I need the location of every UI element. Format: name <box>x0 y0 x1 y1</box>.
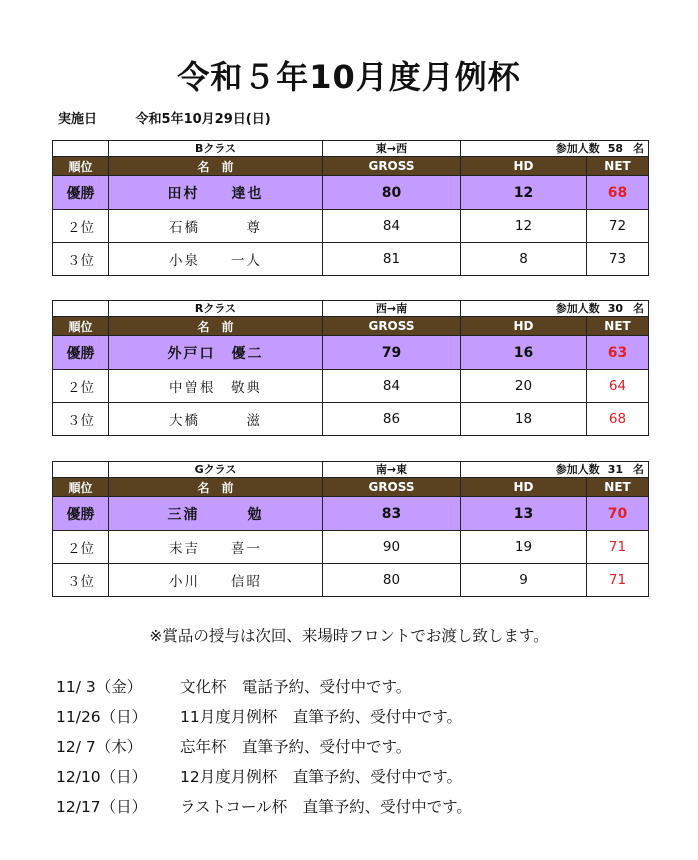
table-header-row <box>53 478 649 497</box>
date-value: 令和5年10月29日(日) <box>135 112 271 127</box>
course-direction: 東→西 <box>323 141 461 157</box>
cell-rank: ２位 <box>53 370 109 403</box>
cell-rank: ２位 <box>53 531 109 564</box>
cell-rank: ３位 <box>53 243 109 276</box>
cell-name: 三浦 勉 <box>109 497 323 531</box>
cell-name: 大橋 滋 <box>109 403 323 436</box>
header-rank: 順位 <box>53 317 109 336</box>
cell-gross: 84 <box>323 370 461 403</box>
cell-name: 小川 信昭 <box>109 564 323 597</box>
cell-net: 68 <box>587 176 649 210</box>
header-name: 名 前 <box>109 157 323 176</box>
cell-gross: 81 <box>323 243 461 276</box>
cell-gross: 86 <box>323 403 461 436</box>
schedule-text: 11月度月例杯 直筆予約、受付中です。 <box>180 708 462 726</box>
participants-label: 参加人数 <box>555 142 600 155</box>
results-table-b-class <box>52 140 649 276</box>
class-info-row <box>53 301 649 317</box>
class-info-row <box>53 462 649 478</box>
event-date-row <box>58 108 271 127</box>
schedule-date: 12/17（日） <box>56 798 148 816</box>
cell-name: 小泉 一人 <box>109 243 323 276</box>
winner-row <box>53 336 649 370</box>
cell-rank: 優勝 <box>53 176 109 210</box>
event-schedule <box>56 672 472 822</box>
results-table-g-class <box>52 461 649 597</box>
class-name: Rクラス <box>109 301 323 317</box>
schedule-text: ラストコール杯 直筆予約、受付中です。 <box>180 798 472 816</box>
participants-label: 参加人数 <box>555 463 600 476</box>
cell-net: 63 <box>587 336 649 370</box>
table-row <box>53 403 649 436</box>
cell-name: 石橋 尊 <box>109 210 323 243</box>
table-row <box>53 564 649 597</box>
cell-name: 外戸口 優二 <box>109 336 323 370</box>
header-rank: 順位 <box>53 478 109 497</box>
results-table-r-class <box>52 300 649 436</box>
cell-gross: 80 <box>323 176 461 210</box>
cell-rank: ３位 <box>53 564 109 597</box>
cell-hd: 20 <box>461 370 587 403</box>
cell-rank: ３位 <box>53 403 109 436</box>
cell-net: 71 <box>587 564 649 597</box>
cell-hd: 9 <box>461 564 587 597</box>
cell-rank: 優勝 <box>53 336 109 370</box>
participants-number: 31 <box>607 463 623 476</box>
cell-name: 中曽根 敬典 <box>109 370 323 403</box>
schedule-item <box>56 732 472 762</box>
cell-gross: 84 <box>323 210 461 243</box>
date-label: 実施日 <box>58 112 98 127</box>
cell-hd: 18 <box>461 403 587 436</box>
cell-net: 72 <box>587 210 649 243</box>
cell-rank: ２位 <box>53 210 109 243</box>
header-gross: GROSS <box>323 478 461 497</box>
info-blank <box>53 462 109 478</box>
schedule-text: 忘年杯 直筆予約、受付中です。 <box>180 738 412 756</box>
header-net: NET <box>587 478 649 497</box>
class-name: Bクラス <box>109 141 323 157</box>
prize-note: ※賞品の授与は次回、来場時フロントでお渡し致します。 <box>149 627 549 645</box>
winner-row <box>53 497 649 531</box>
cell-name: 末吉 喜一 <box>109 531 323 564</box>
info-blank <box>53 141 109 157</box>
cell-net: 70 <box>587 497 649 531</box>
cell-net: 71 <box>587 531 649 564</box>
schedule-text: 文化杯 電話予約、受付中です。 <box>180 678 412 696</box>
cell-hd: 12 <box>461 210 587 243</box>
info-blank <box>53 301 109 317</box>
header-gross: GROSS <box>323 317 461 336</box>
cell-hd: 8 <box>461 243 587 276</box>
table-row <box>53 210 649 243</box>
table-row <box>53 370 649 403</box>
cell-hd: 19 <box>461 531 587 564</box>
schedule-date: 12/10（日） <box>56 768 148 786</box>
cell-net: 68 <box>587 403 649 436</box>
participants-number: 58 <box>607 142 623 155</box>
cell-name: 田村 達也 <box>109 176 323 210</box>
header-hd: HD <box>461 317 587 336</box>
page-title: 令和５年10月度月例杯 <box>177 58 521 96</box>
header-net: NET <box>587 317 649 336</box>
schedule-date: 12/ 7（木） <box>56 738 143 756</box>
participants-number: 30 <box>607 302 623 315</box>
table-header-row <box>53 157 649 176</box>
cell-rank: 優勝 <box>53 497 109 531</box>
cell-gross: 79 <box>323 336 461 370</box>
table-header-row <box>53 317 649 336</box>
participants-unit: 名 <box>633 142 644 155</box>
cell-net: 73 <box>587 243 649 276</box>
schedule-date: 11/ 3（金） <box>56 678 143 696</box>
schedule-item <box>56 702 472 732</box>
header-hd: HD <box>461 478 587 497</box>
winner-row <box>53 176 649 210</box>
participant-count <box>461 462 649 478</box>
table-row <box>53 243 649 276</box>
schedule-date: 11/26（日） <box>56 708 148 726</box>
cell-hd: 13 <box>461 497 587 531</box>
header-rank: 順位 <box>53 157 109 176</box>
header-gross: GROSS <box>323 157 461 176</box>
cell-gross: 90 <box>323 531 461 564</box>
header-net: NET <box>587 157 649 176</box>
table-row <box>53 531 649 564</box>
schedule-item <box>56 762 472 792</box>
class-info-row <box>53 141 649 157</box>
course-direction: 西→南 <box>323 301 461 317</box>
participant-count <box>461 301 649 317</box>
header-name: 名 前 <box>109 317 323 336</box>
participants-unit: 名 <box>633 463 644 476</box>
cell-gross: 80 <box>323 564 461 597</box>
schedule-item <box>56 792 472 822</box>
course-direction: 南→東 <box>323 462 461 478</box>
cell-gross: 83 <box>323 497 461 531</box>
class-name: Gクラス <box>109 462 323 478</box>
cell-hd: 16 <box>461 336 587 370</box>
schedule-text: 12月度月例杯 直筆予約、受付中です。 <box>180 768 462 786</box>
schedule-item <box>56 672 472 702</box>
participants-label: 参加人数 <box>555 302 600 315</box>
header-hd: HD <box>461 157 587 176</box>
cell-net: 64 <box>587 370 649 403</box>
participants-unit: 名 <box>633 302 644 315</box>
header-name: 名 前 <box>109 478 323 497</box>
participant-count <box>461 141 649 157</box>
cell-hd: 12 <box>461 176 587 210</box>
